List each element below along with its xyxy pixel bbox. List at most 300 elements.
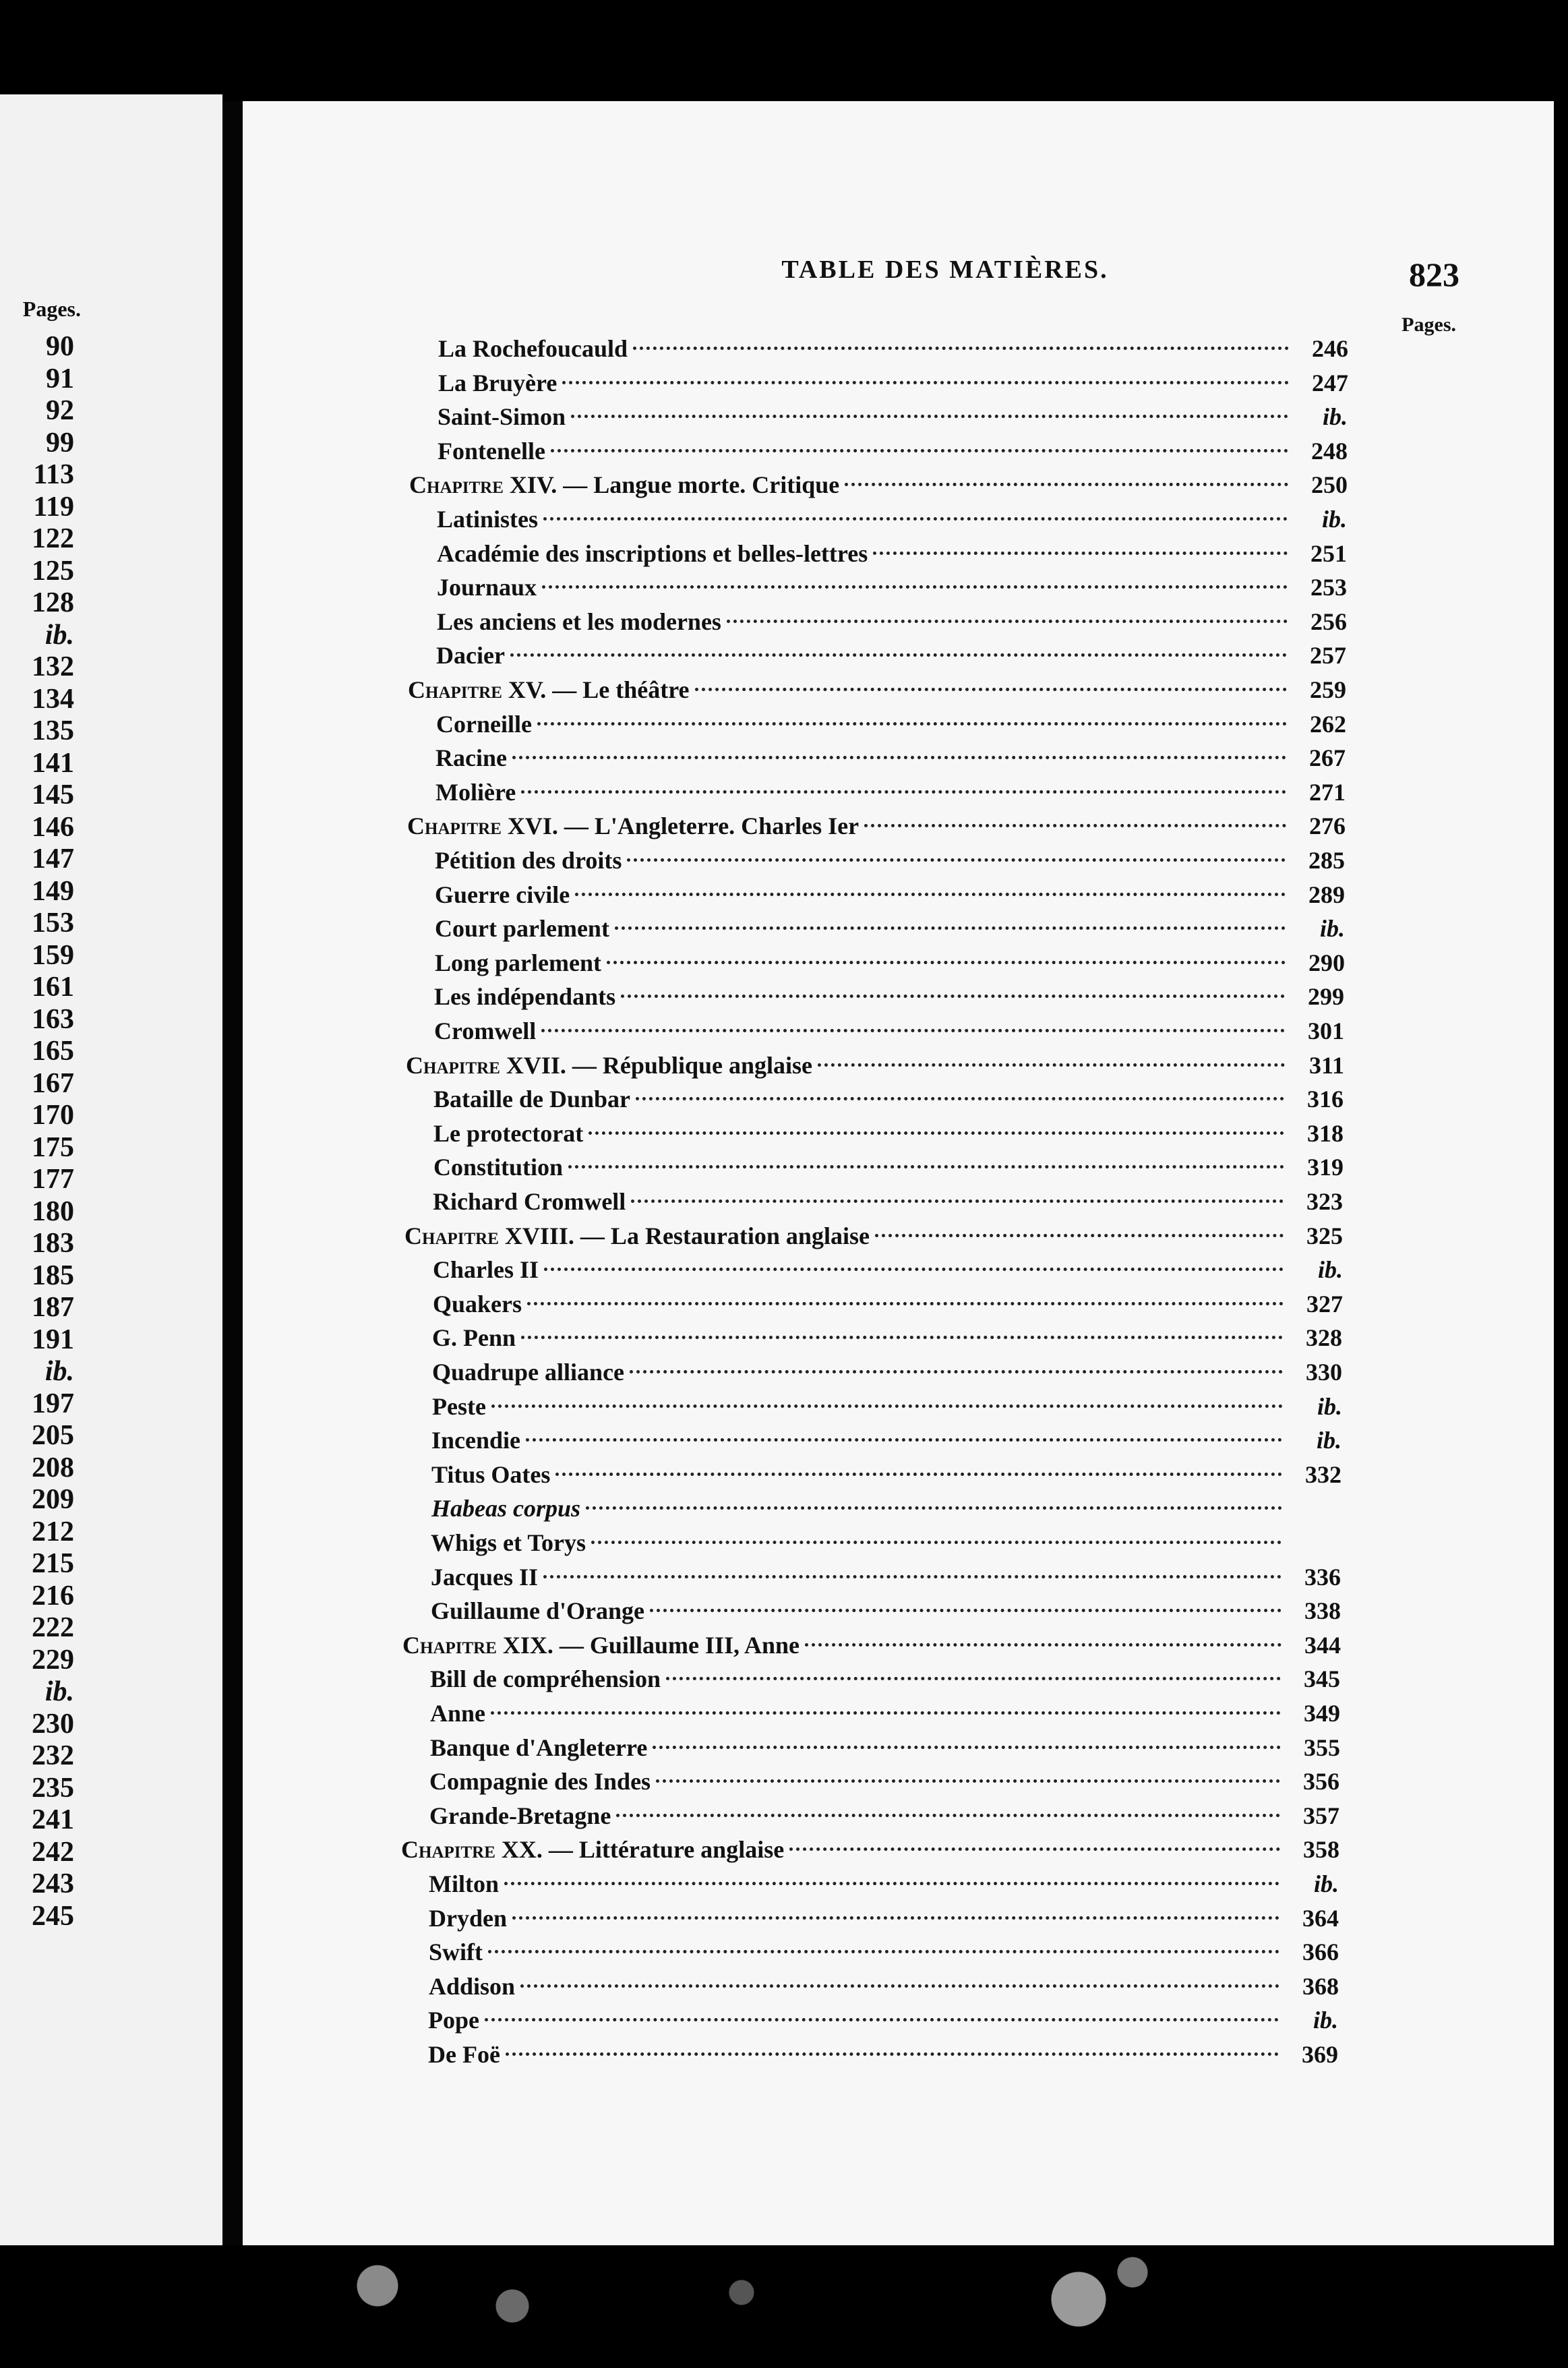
toc-page-number: 355 bbox=[1304, 1734, 1340, 1761]
toc-entry-text: Pétition des droits bbox=[435, 847, 622, 874]
toc-page-number: ib. bbox=[1322, 403, 1348, 431]
dot-leader bbox=[541, 1029, 1285, 1032]
toc-entry-label bbox=[402, 1630, 800, 1660]
toc-page-number: 253 bbox=[1310, 574, 1347, 601]
toc-entry-label bbox=[429, 1937, 483, 1967]
toc-entry bbox=[433, 1289, 1343, 1319]
toc-entry-text: Incendie bbox=[431, 1427, 521, 1454]
scan-edge-speckles bbox=[0, 2245, 1568, 2368]
toc-entry bbox=[429, 1767, 1339, 1796]
toc-entry-label bbox=[432, 1323, 516, 1353]
toc-entry-text: XIX. — Guillaume III, Anne bbox=[502, 1631, 800, 1659]
toc-entry-text: Saint-Simon bbox=[438, 403, 566, 431]
toc-entry-text: Les anciens et les modernes bbox=[437, 608, 721, 635]
toc-entry bbox=[435, 914, 1345, 943]
dot-leader bbox=[527, 1302, 1284, 1305]
toc-entry-label bbox=[436, 709, 532, 739]
toc-entry-text: Long parlement bbox=[435, 949, 601, 976]
toc-entry-text: La Rochefoucauld bbox=[438, 335, 628, 362]
dot-leader bbox=[491, 1711, 1281, 1715]
toc-page-number: ib. bbox=[1316, 1427, 1341, 1454]
left-page-number: 132 bbox=[32, 651, 74, 682]
toc-entry-label bbox=[433, 1289, 522, 1319]
left-page-number: 163 bbox=[32, 1003, 74, 1035]
toc-entry-label bbox=[435, 777, 516, 807]
dot-leader bbox=[621, 995, 1285, 998]
toc-entry-text: Les indépendants bbox=[434, 983, 616, 1011]
toc-entry bbox=[433, 1084, 1344, 1114]
toc-entry bbox=[433, 1119, 1344, 1148]
left-page-number: 183 bbox=[32, 1228, 74, 1259]
left-page-number: 170 bbox=[32, 1100, 74, 1131]
toc-page-number: 289 bbox=[1308, 881, 1345, 908]
toc-entry bbox=[433, 1152, 1344, 1182]
toc-entry-text: Bataille de Dunbar bbox=[433, 1086, 631, 1113]
toc-entry-label bbox=[429, 1767, 651, 1796]
toc-page-number: 332 bbox=[1305, 1460, 1341, 1488]
left-page-number: 243 bbox=[32, 1868, 74, 1899]
toc-entry-text: Milton bbox=[429, 1870, 499, 1897]
toc-page-number: 327 bbox=[1306, 1290, 1343, 1318]
toc-entry-text: Jacques II bbox=[431, 1563, 539, 1591]
dot-leader bbox=[510, 653, 1287, 657]
left-page-number: 134 bbox=[32, 683, 74, 715]
toc-entry-label bbox=[433, 1084, 630, 1114]
toc-entry bbox=[438, 334, 1348, 363]
toc-page-number: ib. bbox=[1313, 1870, 1339, 1897]
toc-entry-label bbox=[433, 1152, 563, 1182]
toc-page-number: 356 bbox=[1303, 1768, 1339, 1796]
toc-entry-label bbox=[438, 334, 628, 363]
dot-leader bbox=[666, 1677, 1281, 1680]
toc-entry bbox=[435, 846, 1345, 875]
dot-leader bbox=[591, 1541, 1281, 1544]
toc-entry-label bbox=[431, 1562, 538, 1592]
toc-entry bbox=[429, 1801, 1339, 1831]
left-page-number: 92 bbox=[46, 395, 74, 426]
toc-entry-text: Dryden bbox=[429, 1904, 507, 1932]
toc-entry-label bbox=[428, 2040, 500, 2069]
toc-entry bbox=[430, 1698, 1340, 1728]
left-page-number: 119 bbox=[33, 491, 74, 523]
left-page-number: 128 bbox=[32, 587, 74, 618]
toc-entry-text: Fontenelle bbox=[438, 437, 545, 465]
dot-leader bbox=[512, 756, 1286, 759]
left-page-number: 208 bbox=[32, 1452, 74, 1483]
left-page-number: 122 bbox=[32, 523, 74, 554]
left-page-number: 165 bbox=[32, 1036, 74, 1067]
toc-entry-text: Corneille bbox=[436, 710, 532, 738]
page-title: TABLE DES MATIÈRES. bbox=[781, 256, 1109, 284]
left-page-number: 90 bbox=[46, 331, 74, 362]
dot-leader bbox=[520, 1984, 1279, 1988]
left-page-number: 187 bbox=[32, 1292, 74, 1323]
toc-entry-text: Grande-Bretagne bbox=[429, 1802, 611, 1829]
left-page-number: 216 bbox=[32, 1580, 74, 1611]
dot-leader bbox=[562, 381, 1289, 384]
toc-entry-text: Journaux bbox=[437, 574, 537, 601]
dot-leader bbox=[656, 1779, 1280, 1783]
toc-chapter-entry bbox=[406, 1050, 1344, 1080]
toc-entry-label bbox=[409, 470, 839, 500]
toc-page-number: 251 bbox=[1310, 539, 1347, 567]
toc-entry-text: Compagnie des Indes bbox=[429, 1768, 651, 1796]
toc-page-number: 316 bbox=[1307, 1086, 1344, 1113]
toc-entry-label bbox=[438, 402, 566, 432]
toc-entry-label bbox=[434, 1016, 536, 1046]
toc-entry-text: Court parlement bbox=[435, 915, 609, 943]
dot-leader bbox=[727, 620, 1288, 623]
left-page-number: 149 bbox=[32, 875, 74, 907]
chapter-word: Chapitre bbox=[406, 1051, 500, 1079]
toc-page-number: 325 bbox=[1306, 1222, 1343, 1249]
left-page-number: 222 bbox=[32, 1612, 74, 1643]
dot-leader bbox=[650, 1609, 1281, 1612]
toc-page-number: 349 bbox=[1304, 1700, 1340, 1727]
dot-leader bbox=[568, 1165, 1284, 1168]
toc-entry bbox=[432, 1392, 1342, 1421]
toc-page-number: 299 bbox=[1308, 983, 1344, 1011]
toc-entry bbox=[437, 572, 1347, 602]
toc-entry bbox=[432, 1323, 1342, 1353]
toc-entry bbox=[438, 402, 1348, 432]
toc-entry bbox=[435, 743, 1346, 773]
toc-entry bbox=[437, 607, 1347, 637]
toc-entry bbox=[429, 1972, 1339, 2001]
toc-entry-label bbox=[434, 982, 615, 1011]
toc-entry-label bbox=[433, 1255, 539, 1284]
toc-entry bbox=[429, 1937, 1339, 1967]
left-page-fragment bbox=[0, 94, 222, 2245]
toc-page-number: 358 bbox=[1303, 1836, 1339, 1864]
left-page-number: 191 bbox=[32, 1324, 74, 1355]
toc-entry bbox=[430, 1733, 1340, 1763]
chapter-word: Chapitre bbox=[404, 1222, 499, 1249]
toc-chapter-entry bbox=[402, 1630, 1341, 1660]
left-page-number: 215 bbox=[32, 1548, 74, 1579]
toc-entry bbox=[429, 1869, 1339, 1899]
toc-page-number: 262 bbox=[1310, 710, 1346, 738]
dot-leader bbox=[543, 517, 1288, 521]
toc-entry bbox=[431, 1460, 1341, 1489]
left-page-number: ib. bbox=[44, 1676, 74, 1707]
toc-chapter-entry bbox=[404, 1221, 1343, 1251]
toc-entry bbox=[435, 777, 1346, 807]
toc-entry-text: Académie des inscriptions et belles-lettres bbox=[437, 539, 868, 567]
left-page-number: 125 bbox=[32, 555, 74, 587]
toc-page-number: 357 bbox=[1303, 1802, 1339, 1829]
toc-entry-text: Le protectorat bbox=[433, 1119, 584, 1147]
toc-entry bbox=[430, 1664, 1340, 1694]
toc-entry-label bbox=[435, 914, 609, 943]
toc-entry-text: Habeas corpus bbox=[431, 1495, 581, 1522]
toc-chapter-entry bbox=[407, 811, 1346, 841]
toc-chapter-entry bbox=[408, 675, 1346, 705]
toc-entry-label bbox=[431, 1493, 580, 1523]
toc-page-number: 323 bbox=[1306, 1188, 1343, 1215]
toc-page-number: 246 bbox=[1312, 335, 1348, 362]
toc-page-number: 364 bbox=[1302, 1904, 1339, 1932]
toc-entry-text: Guillaume d'Orange bbox=[431, 1597, 645, 1625]
toc-entry-label bbox=[435, 743, 507, 773]
toc-entry-label bbox=[438, 368, 557, 398]
book-binding bbox=[222, 101, 243, 2245]
dot-leader bbox=[544, 1268, 1284, 1271]
dot-leader bbox=[537, 722, 1287, 726]
dot-leader bbox=[555, 1473, 1282, 1476]
toc-page-number: ib. bbox=[1319, 915, 1345, 943]
toc-entry-label bbox=[407, 811, 859, 841]
toc-entry-text: XIV. — Langue morte. Critique bbox=[509, 471, 840, 499]
toc-entry-label bbox=[429, 1869, 499, 1899]
toc-entry bbox=[436, 641, 1346, 670]
toc-page-number: 257 bbox=[1310, 642, 1346, 670]
toc-entry-label bbox=[433, 1187, 626, 1216]
dot-leader bbox=[571, 415, 1288, 418]
dot-leader bbox=[607, 961, 1286, 964]
left-page-number: ib. bbox=[44, 1356, 74, 1387]
toc-entry-text: Swift bbox=[429, 1938, 483, 1966]
dot-leader bbox=[630, 1370, 1283, 1373]
left-page-number: 145 bbox=[32, 779, 74, 810]
toc-entry-text: Richard Cromwell bbox=[433, 1188, 626, 1215]
pages-column-label: Pages. bbox=[1401, 314, 1456, 336]
toc-entry bbox=[433, 1187, 1343, 1216]
toc-page-number: 345 bbox=[1304, 1665, 1340, 1693]
toc-entry-label bbox=[436, 641, 505, 670]
toc-entry-label bbox=[430, 1664, 661, 1694]
toc-entry bbox=[434, 982, 1344, 1011]
toc-entry-text: Molière bbox=[435, 778, 516, 806]
toc-entry-text: Bill de compréhension bbox=[430, 1665, 661, 1693]
left-page-number: 153 bbox=[32, 908, 74, 939]
dot-leader bbox=[586, 1506, 1282, 1510]
toc-page-number: 247 bbox=[1312, 369, 1348, 396]
toc-page-number: 366 bbox=[1302, 1938, 1339, 1966]
left-page-number: 209 bbox=[32, 1484, 74, 1515]
dot-leader bbox=[615, 926, 1286, 930]
dot-leader bbox=[521, 790, 1286, 794]
toc-entry bbox=[433, 1255, 1343, 1284]
toc-page-number: 319 bbox=[1307, 1154, 1344, 1181]
toc-entry-label bbox=[437, 504, 538, 534]
left-page-number: 175 bbox=[32, 1131, 74, 1163]
toc-entry bbox=[432, 1357, 1342, 1387]
toc-entry-text: Addison bbox=[429, 1972, 516, 2000]
dot-leader bbox=[627, 858, 1286, 862]
toc-entry-label bbox=[430, 1733, 647, 1763]
toc-entry-text: Guerre civile bbox=[435, 881, 570, 908]
toc-entry-text: Dacier bbox=[436, 642, 505, 670]
toc-entry-label bbox=[435, 880, 570, 910]
toc-entry-text: Cromwell bbox=[434, 1017, 537, 1044]
toc-entry-text: De Foë bbox=[428, 2041, 500, 2068]
left-page-number: 177 bbox=[32, 1164, 74, 1195]
toc-page-number: 259 bbox=[1310, 676, 1346, 703]
toc-entry-label bbox=[433, 1119, 583, 1148]
toc-entry-label bbox=[431, 1425, 520, 1455]
left-page-number: 229 bbox=[32, 1644, 74, 1676]
toc-page-number: 248 bbox=[1311, 437, 1348, 465]
toc-entry-label bbox=[406, 1050, 812, 1080]
toc-page-number: 344 bbox=[1304, 1631, 1341, 1659]
toc-entry-label bbox=[430, 1698, 485, 1728]
toc-entry bbox=[431, 1425, 1341, 1455]
dot-leader bbox=[542, 585, 1288, 589]
toc-page-number: ib. bbox=[1321, 506, 1347, 533]
toc-entry bbox=[438, 368, 1348, 398]
left-page-number: 232 bbox=[32, 1740, 74, 1771]
toc-entry bbox=[428, 2040, 1338, 2069]
dot-leader bbox=[864, 824, 1286, 827]
toc-chapter-entry bbox=[401, 1835, 1339, 1864]
dot-leader bbox=[551, 449, 1288, 452]
toc-entry-text: Banque d'Angleterre bbox=[430, 1734, 648, 1761]
left-page-number: 180 bbox=[32, 1195, 74, 1227]
dot-leader bbox=[616, 1814, 1280, 1817]
toc-entry-text: Constitution bbox=[433, 1154, 564, 1181]
dot-leader bbox=[488, 1950, 1279, 1953]
toc-page-number: 369 bbox=[1302, 2041, 1338, 2068]
left-page-number: 161 bbox=[32, 972, 74, 1003]
toc-entry bbox=[431, 1493, 1341, 1523]
dot-leader bbox=[845, 483, 1288, 486]
left-page-number: 167 bbox=[32, 1067, 74, 1099]
dot-leader bbox=[653, 1746, 1281, 1749]
toc-page-number: 330 bbox=[1306, 1359, 1342, 1386]
toc-entry-text: Pope bbox=[428, 2007, 479, 2034]
dot-leader bbox=[504, 1882, 1279, 1885]
toc-page-number: 336 bbox=[1304, 1563, 1341, 1591]
left-page-number: 245 bbox=[32, 1900, 74, 1932]
left-page-number: 242 bbox=[32, 1836, 74, 1868]
toc-entry bbox=[431, 1562, 1341, 1592]
toc-entry-text: XX. — Littérature anglaise bbox=[501, 1836, 785, 1864]
toc-entry-label bbox=[408, 675, 690, 705]
toc-entry-text: XVIII. — La Restauration anglaise bbox=[504, 1222, 870, 1249]
toc-page-number: 301 bbox=[1308, 1017, 1344, 1044]
toc-page-number: ib. bbox=[1317, 1256, 1343, 1284]
toc-entry-label bbox=[437, 539, 868, 568]
toc-page-number: 318 bbox=[1307, 1119, 1344, 1147]
dot-leader bbox=[485, 2018, 1279, 2021]
toc-entry-text: Anne bbox=[430, 1700, 486, 1727]
toc-entry bbox=[436, 709, 1346, 739]
left-page-number: 185 bbox=[32, 1260, 74, 1291]
left-page-number: 99 bbox=[46, 427, 74, 458]
chapter-word: Chapitre bbox=[408, 676, 502, 703]
toc-page-number: 338 bbox=[1304, 1597, 1341, 1625]
dot-leader bbox=[575, 893, 1286, 896]
left-page-number: 147 bbox=[32, 843, 74, 875]
dot-leader bbox=[526, 1438, 1282, 1442]
left-page-number: 141 bbox=[32, 747, 74, 779]
toc-entry-label bbox=[438, 436, 545, 466]
chapter-word: Chapitre bbox=[402, 1631, 497, 1659]
dot-leader bbox=[875, 1234, 1284, 1237]
toc-page-number: 311 bbox=[1308, 1051, 1344, 1079]
left-page-number: 205 bbox=[32, 1420, 74, 1451]
dot-leader bbox=[512, 1916, 1279, 1920]
dot-leader bbox=[631, 1200, 1284, 1203]
toc-entry-label bbox=[431, 1460, 550, 1489]
left-page-number: 91 bbox=[46, 363, 74, 394]
chapter-word: Chapitre bbox=[407, 812, 502, 840]
toc-entry bbox=[437, 539, 1347, 568]
chapter-word: Chapitre bbox=[401, 1836, 495, 1864]
dot-leader bbox=[521, 1336, 1283, 1339]
toc-entry bbox=[431, 1528, 1341, 1558]
toc-entry-text: Quakers bbox=[433, 1290, 522, 1318]
left-page-number: 135 bbox=[32, 715, 74, 746]
toc-page-number: 328 bbox=[1306, 1324, 1342, 1352]
dot-leader bbox=[818, 1063, 1285, 1067]
dot-leader bbox=[789, 1847, 1280, 1851]
left-page-number: 159 bbox=[32, 939, 74, 971]
toc-entry-label bbox=[429, 1801, 611, 1831]
dot-leader bbox=[805, 1643, 1281, 1647]
toc-entry-text: G. Penn bbox=[432, 1324, 516, 1352]
dot-leader bbox=[636, 1097, 1284, 1100]
toc-page-number: ib. bbox=[1317, 1392, 1342, 1420]
toc-entry-text: Charles II bbox=[433, 1256, 539, 1284]
left-page-number: 146 bbox=[32, 811, 74, 843]
toc-entry bbox=[429, 1903, 1339, 1933]
toc-entry-label bbox=[429, 1972, 515, 2001]
toc-page-number: 256 bbox=[1310, 608, 1347, 635]
toc-page-number: 368 bbox=[1302, 1972, 1339, 2000]
toc-entry-text: XVI. — L'Angleterre. Charles Ier bbox=[507, 812, 860, 840]
toc-entry-label bbox=[437, 572, 537, 602]
toc-entry-text: Peste bbox=[432, 1392, 486, 1420]
left-page-number: 113 bbox=[33, 459, 74, 490]
toc-entry-label bbox=[432, 1357, 624, 1387]
toc-entry-text: Racine bbox=[435, 744, 507, 772]
dot-leader bbox=[589, 1131, 1284, 1135]
toc-entry-label bbox=[435, 948, 601, 978]
right-page bbox=[243, 101, 1554, 2245]
toc-page-number: 276 bbox=[1309, 812, 1346, 840]
page-number: 823 bbox=[1409, 256, 1459, 293]
toc-entry-text: Whigs et Torys bbox=[431, 1529, 586, 1556]
toc-entry-text: XV. — Le théâtre bbox=[508, 676, 690, 703]
toc-entry bbox=[428, 2005, 1338, 2035]
dot-leader bbox=[491, 1404, 1283, 1408]
toc-entry-label bbox=[429, 1903, 507, 1933]
toc-entry-label bbox=[435, 846, 622, 875]
toc-page-number: 290 bbox=[1308, 949, 1345, 976]
toc-page-number: 271 bbox=[1309, 778, 1346, 806]
left-page-number: ib. bbox=[44, 619, 74, 651]
toc-entry-label bbox=[401, 1835, 784, 1864]
toc-entry-label bbox=[437, 607, 721, 637]
chapter-word: Chapitre bbox=[409, 471, 504, 499]
toc-entry bbox=[434, 1016, 1344, 1046]
left-pages-label: Pages. bbox=[22, 297, 81, 321]
toc-page-number: 267 bbox=[1309, 744, 1346, 772]
dot-leader bbox=[543, 1575, 1281, 1578]
toc-entry bbox=[437, 504, 1347, 534]
toc-entry-text: La Bruyère bbox=[438, 369, 557, 396]
toc-entry-text: Titus Oates bbox=[431, 1460, 551, 1488]
toc-page-number: 285 bbox=[1308, 847, 1345, 874]
toc-entry-text: XVII. — République anglaise bbox=[506, 1051, 813, 1079]
toc-chapter-entry bbox=[409, 470, 1348, 500]
left-page-number: 241 bbox=[32, 1804, 74, 1835]
toc-page-number: ib. bbox=[1313, 2007, 1338, 2034]
left-page-number: 230 bbox=[32, 1708, 74, 1740]
toc-entry bbox=[431, 1596, 1341, 1626]
